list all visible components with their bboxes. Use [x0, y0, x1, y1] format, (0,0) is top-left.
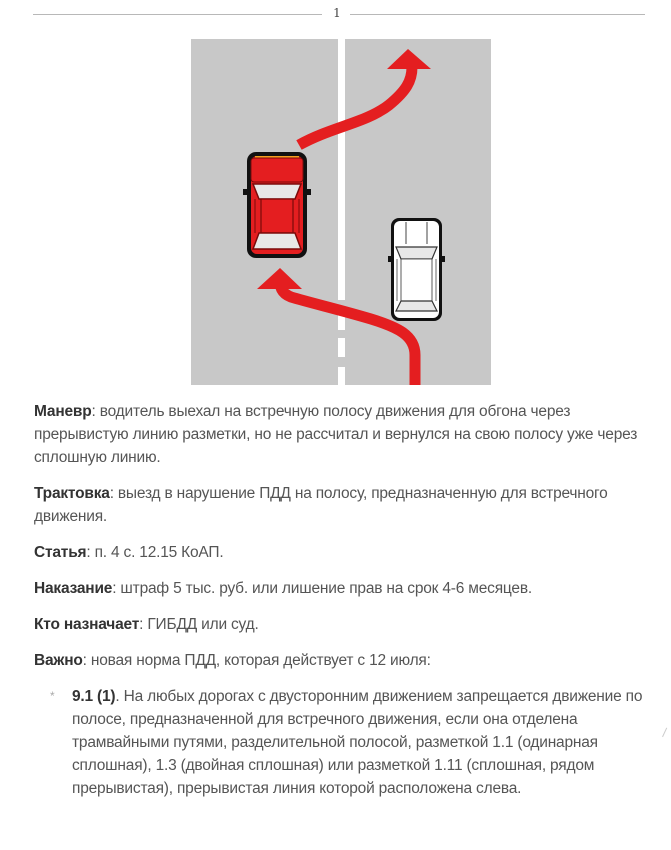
paragraph-article [34, 541, 654, 564]
paragraph-maneuver [34, 400, 654, 469]
text-article: : п. 4 с. 12.15 КоАП. [86, 544, 224, 561]
paragraph-authority [34, 613, 654, 636]
label-maneuver: Маневр [34, 403, 92, 420]
red-car-icon [243, 152, 311, 258]
list-item [50, 685, 654, 800]
white-car-icon [388, 218, 445, 321]
divider-line-left [33, 14, 322, 15]
rule-text: . На любых дорогах с двусторонним движением запрещается движение по полосе, предназначенной для встречного движения, если она отделена трамвайными путями, разделительной полосой, разметкой 1.1 (одинарная сплошная), 1.3 (двойная сплошная) или разметкой 1.11 (сплошная, рядом прерывистая), прерывистая линия которой расположена слева. [72, 688, 643, 797]
rules-list [34, 685, 654, 800]
text-penalty: : штраф 5 тыс. руб. или лишение прав на срок 4-6 месяцев. [112, 580, 532, 597]
section-number: 1 [333, 6, 341, 20]
label-penalty: Наказание [34, 580, 113, 597]
article-body [34, 400, 654, 800]
bullet-icon: * [50, 689, 55, 703]
text-maneuver: : водитель выехал на встречную полосу движения для обгона через прерывистую линию разметки, но не рассчитал и вернулся на свою полосу уже через сплошную линию. [34, 403, 638, 466]
label-important: Важно [34, 652, 83, 669]
dashed-line-segment [338, 367, 345, 385]
solid-line-marking [338, 39, 345, 300]
road-diagram-image [191, 39, 491, 385]
label-authority: Кто назначает [34, 616, 140, 633]
label-article: Статья [34, 544, 87, 561]
paragraph-important [34, 649, 654, 672]
dashed-line-segment [338, 338, 345, 357]
paragraph-penalty [34, 577, 654, 600]
paragraph-interpretation [34, 482, 654, 528]
edge-artifact [662, 728, 670, 739]
divider-line-right [350, 14, 645, 15]
text-authority: : ГИБДД или суд. [139, 616, 259, 633]
section-divider [33, 7, 645, 23]
label-interpretation: Трактовка [34, 485, 110, 502]
text-important: : новая норма ПДД, которая действует с 12 июля: [82, 652, 431, 669]
rule-number: 9.1 (1) [72, 688, 116, 705]
text-interpretation: : выезд в нарушение ПДД на полосу, предназначенную для встречного движения. [34, 485, 608, 525]
